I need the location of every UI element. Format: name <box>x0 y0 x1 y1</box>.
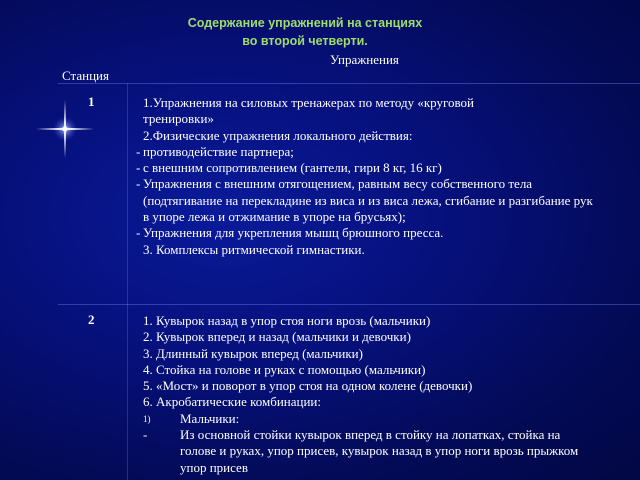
station-number-2: 2 <box>88 312 95 327</box>
exercise-line: 1.Упражнения на силовых тренажерах по методу «круговой <box>143 95 475 110</box>
station-1-exercises <box>143 95 598 258</box>
sparkle-star-icon <box>36 100 94 158</box>
table-column-divider <box>127 83 128 480</box>
slide-title <box>0 14 610 50</box>
exercise-line: 3. Длинный кувырок вперед (мальчики) <box>143 345 363 361</box>
table-header-divider <box>58 83 640 84</box>
sub-item-text: Из основной стойки кувырок вперед в стойку на лопатках, стойка на голове и руках, упор присев, кувырок назад в упор ноги врозь прыжком упор присев <box>180 427 579 475</box>
column-header-exercises: Упражнения <box>330 52 399 67</box>
exercise-line: 3. Комплексы ритмической гимнастики. <box>143 241 365 257</box>
exercise-line: 5. «Мост» и поворот в упор стоя на одном колене (девочки) <box>143 378 473 394</box>
exercise-dash-item: - противодействие партнера; <box>143 144 598 160</box>
exercise-dash-item: - Упражнения с внешним отягощением, равным весу собственного тела (подтягивание на перекладине из виса и из виса лежа, сгибание и разгибание рук в упоре лежа и отжимание в упоре на брусьях); <box>143 176 598 225</box>
slide-title-line1: Содержание упражнений на станциях <box>187 16 423 30</box>
exercise-line: 2.Физические упражнения локального действия: <box>143 127 413 143</box>
exercise-sub-item <box>143 411 598 427</box>
exercise-line: 2. Кувырок вперед и назад (мальчики и девочки) <box>143 329 411 345</box>
exercise-dash-item: - с внешним сопротивлением (гантели, гири 8 кг, 16 кг) <box>143 160 598 176</box>
exercise-sub-item <box>143 427 598 476</box>
sub-item-marker: - <box>143 427 148 443</box>
exercise-dash-item: - Упражнения для укрепления мышц брюшного пресса. <box>143 225 598 241</box>
exercise-line: 6. Акробатические комбинации: <box>143 394 322 410</box>
exercise-line: 1. Кувырок назад в упор стоя ноги врозь (мальчики) <box>143 313 431 328</box>
column-header-station: Станция <box>62 68 109 83</box>
exercise-line: тренировки» <box>143 111 214 127</box>
table-row-divider <box>58 304 640 305</box>
sub-item-text: Мальчики: <box>180 410 240 426</box>
exercise-line: 4. Стойка на голове и руках с помощью (мальчики) <box>143 361 426 377</box>
sub-item-marker: 1) <box>143 413 151 424</box>
station-2-exercises <box>143 313 598 476</box>
slide-title-line2: во второй четверти. <box>242 34 368 48</box>
station-number-1: 1 <box>88 94 95 109</box>
